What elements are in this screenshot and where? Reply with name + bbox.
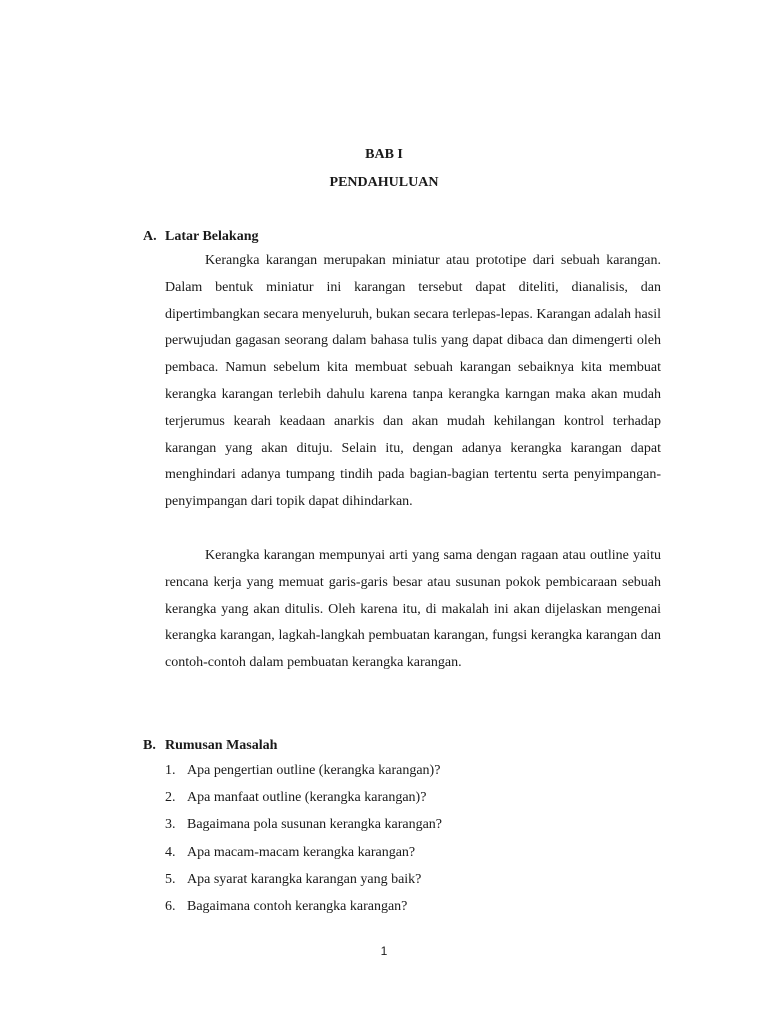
section-b-heading: [143, 738, 277, 754]
list-text: Bagaimana pola susunan kerangka karangan?: [187, 817, 443, 833]
list-text: Bagaimana contoh kerangka karangan?: [187, 898, 408, 914]
list-number: 4.: [165, 844, 176, 860]
list-item: [165, 839, 442, 866]
chapter-label: BAB I: [365, 147, 403, 162]
paragraph-text: Kerangka karangan mempunyai arti yang sama dengan ragaan atau outline yaitu rencana kerja yang memuat garis-garis besar atau susunan pokok pembicaraan sebuah kerangka yang akan ditulis. Oleh karena itu, di makalah ini akan dijelaskan mengenai kerangka karangan, lagkah-langkah pembuatan karangan, fungsi kerangka karangan dan contoh-contoh dalam pembuatan kerangka karangan.: [165, 548, 661, 671]
problem-list: [165, 757, 442, 920]
section-a-letter: A.: [143, 229, 157, 244]
list-text: Apa pengertian outline (kerangka karangan)?: [187, 763, 441, 778]
list-text: Apa manfaat outline (kerangka karangan)?: [187, 790, 427, 806]
page-number: 1: [380, 944, 388, 958]
paragraph: [165, 248, 661, 516]
list-item: [165, 784, 442, 811]
section-b-letter: B.: [143, 738, 156, 753]
paragraph-text: Kerangka karangan merupakan miniatur atau prototipe dari sebuah karangan. Dalam bentuk miniatur ini karangan tersebut dapat diteliti, dianalisis, dan dipertimbangkan secara menyeluruh, bukan secara terlepas-lepas. Karangan adalah hasil perwujudan gagasan seorang dalam bahasa tulis yang dapat dibaca dan dimengerti oleh pembaca. Namun sebelum kita membuat sebuah karangan sebaiknya kita membuat kerangka karangan terlebih dahulu karena tanpa kerangka karngan maka akan mudah terjerumus kearah keadaan anarkis dan akan mudah kehilangan kontrol terhadap karangan yang akan dituju. Selain itu, dengan adanya kerangka karangan dapat menghindari adanya tumpang tindih pada bagian-bagian tertentu serta penyimpangan-penyimpangan dari topik dapat dihindarkan.: [165, 253, 661, 510]
list-number: 2.: [165, 790, 176, 806]
chapter-title: PENDAHULUAN: [329, 175, 439, 190]
paragraph: [165, 543, 661, 677]
list-number: 6.: [165, 898, 176, 914]
section-b-title: Rumusan Masalah: [165, 738, 278, 753]
list-number: 1.: [165, 763, 176, 778]
list-number: 5.: [165, 871, 176, 887]
list-item: [165, 757, 442, 784]
list-number: 3.: [165, 817, 176, 833]
section-a-title: Latar Belakang: [165, 229, 259, 244]
list-text: Apa macam-macam kerangka karangan?: [187, 844, 416, 860]
list-item: [165, 893, 442, 920]
list-item: [165, 811, 442, 838]
list-item: [165, 866, 442, 893]
section-a-heading: [143, 229, 258, 245]
list-text: Apa syarat karangka karangan yang baik?: [187, 871, 422, 887]
